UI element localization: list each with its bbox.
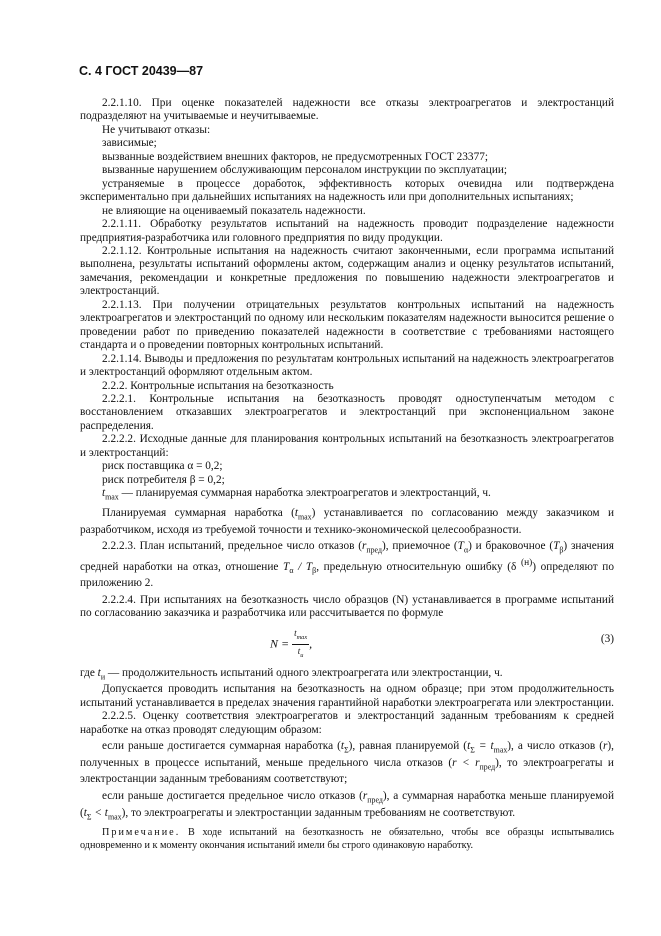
- paragraph: 2.2.1.12. Контрольные испытания на надежность считают законченными, если программа испытаний выполнена, результаты испытаний оформлены актом, содержащим анализ и оценку результатов испытаний, замечания, рекомендации и конкретные предложения по повышению надежности электроагрегатов и электростанций.: [80, 244, 614, 298]
- paragraph-2-2-2-4: 2.2.2.4. При испытаниях на безотказность число образцов (N) устанавливается в программе испытаний по согласованию заказчика и разработчика или рассчитывается по формуле: [80, 593, 614, 620]
- paragraph: 2.2.2.1. Контрольные испытания на безотказность проводят одноступенчатым методом с восстановлением отказавших электроагрегатов и электростанций при экспоненциальном законе распределения.: [80, 392, 614, 432]
- paragraph: Допускается проводить испытания на безотказность на одном образце; при этом продолжительность испытаний устанавливается в пределах значения гарантийной наработки электроагрегата или электростанции.: [80, 683, 614, 709]
- note-label: Примечание.: [102, 827, 181, 839]
- paragraph: 2.2.2.5. Оценку соответствия электроагрегатов и электростанций заданным требованиям к средней наработке на отказ проводят следующим образом:: [80, 710, 614, 736]
- document-body: [80, 97, 614, 852]
- paragraph: зависимые;: [102, 137, 157, 150]
- section-heading: 2.2.2. Контрольные испытания на безотказность: [102, 379, 334, 392]
- paragraph: вызванные нарушением обслуживающим персоналом инструкции по эксплуатации;: [102, 164, 508, 177]
- tmax-definition: $t_{max}$ — планируемая суммарная наработка электроагрегатов и электростанций, ч.: [102, 487, 491, 502]
- paragraph: не влияющие на оцениваемый показатель надежности.: [102, 204, 366, 217]
- paragraph: Не учитывают отказы:: [102, 123, 211, 136]
- note-text: В ходе испытаний на безотказность не обязательно, чтобы все образцы испытывались одновременно и к моменту окончания испытаний имели бы строго одинаковую наработку.: [80, 827, 614, 852]
- where-line: где $t_и$ — продолжительность испытаний одного электроагрегата или электростанции, ч.: [80, 666, 503, 681]
- formula-number: (3): [600, 632, 614, 645]
- formula-expression: N = $\frac{t_{max}}{t_и}$ ,: [270, 627, 312, 663]
- tmax-paragraph: Планируемая суммарная наработка $(t_{max})$ устанавливается по согласованию между заказчиком и разработчиком, исходя из требуемой точности и технико-экономической целесообразности.: [80, 506, 615, 536]
- paragraph: 2.2.1.14. Выводы и предложения по результатам контрольных испытаний на надежность электроагрегатов и электростанций оформляют отдельным актом.: [80, 352, 614, 379]
- paragraph: 2.2.1.11. Обработку результатов испытаний на надежность проводит подразделение надежности предприятия-разработчика или головного предприятия по виду продукции.: [80, 218, 614, 244]
- condition-1: если раньше достигается суммарная наработка $(t_\Sigma)$, равная планируемой $(t_\Sigma = t_{max})$, а число отказов (r), полученных в процессе испытаний, меньше предельного числа отказов $(r < r_{пред})$, то электроагрегаты и электростанции заданным требованиям соответствуют;: [80, 740, 615, 786]
- paragraph: риск потребителя β = 0,2;: [102, 473, 225, 486]
- formula-fraction: $\frac{t_{max}}{t_и}$: [294, 627, 308, 659]
- paragraph: 2.2.2.2. Исходные данные для планирования контрольных испытаний на безотказность электроагрегатов и электростанций:: [80, 433, 614, 459]
- condition-2: если раньше достигается предельное число отказов $(r_{пред})$, а суммарная наработка меньше планируемой $(t_\Sigma < t_{max})$, то электроагрегаты и электростанции заданным требованиям не соответствуют.: [80, 789, 614, 821]
- paragraph: устраняемые в процессе доработок, эффективность которых очевидна или подтверждена экспериментально при дальнейших испытаниях на надежность или при дополнительных испытаниях;: [80, 177, 614, 204]
- paragraph: риск поставщика α = 0,2;: [102, 460, 223, 473]
- paragraph: 2.2.1.10. При оценке показателей надежности все отказы электроагрегатов и электростанций подразделяют на учитываемые и неучитываемые.: [80, 97, 614, 123]
- note: [80, 826, 614, 852]
- page-header: С. 4 ГОСТ 20439—87: [79, 64, 204, 78]
- formula-3: [80, 625, 614, 661]
- paragraph: 2.2.1.13. При получении отрицательных результатов контрольных испытаний на надежность электроагрегатов и электростанций по одному или нескольким показателям надежности выносится решение о проведении работ по приведению показателей надежности в соответствие с требованиями настоящего стандарта и о проведении повторных контрольных испытаний.: [80, 298, 614, 352]
- paragraph: вызванные воздействием внешних факторов, не предусмотренных ГОСТ 23377;: [102, 150, 489, 163]
- paragraph-2-2-2-3: 2.2.2.3. План испытаний, предельное число отказов $(r_{пред})$, приемочное $(T_\alpha)$ и браковочное $(T_\beta)$ значения средней наработки на отказ, отношение $T_\alpha / T_\beta$, предельную относительную ошибку (δ $^{(н)}$) определяют по приложению 2.: [80, 540, 614, 590]
